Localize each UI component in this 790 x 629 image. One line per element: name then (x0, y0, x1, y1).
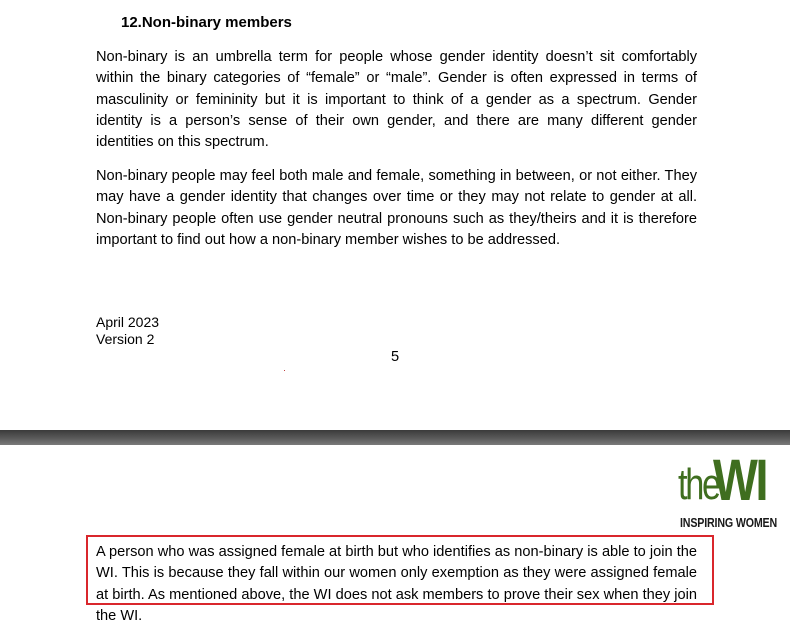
page-separator (0, 430, 790, 445)
page-number: 5 (391, 349, 400, 365)
document-footer (96, 314, 159, 348)
logo-wordmark (678, 448, 782, 514)
body-paragraph: Non-binary is an umbrella term for people whose gender identity doesn’t sit comfortably within the binary categories of “female” or “male”. Gender is often expressed in terms of masculinity or femininity but it is important to think of a gender as a spectrum. Gender identity is a person’s sense of their own gender, and there are many different gender identities on this spectrum. (96, 49, 697, 151)
logo-tagline: INSPIRING WOMEN (680, 515, 778, 530)
highlight-box (86, 535, 714, 605)
logo-wi-text: WI (713, 448, 767, 513)
body-paragraph-next-page: A person who was assigned female at birth but who identifies as non-binary is able to join the WI. This is because they fall within our women only exemption as they were assigned female at birth. As mentioned above, the WI does not ask members to prove their sex when they join the WI. (96, 544, 697, 624)
footer-date: April 2023 (96, 314, 160, 330)
body-paragraph: Non-binary people may feel both male and female, something in between, or not either. They may have a gender identity that changes over time or they may not relate to gender at all. Non-binary people often use gender neutral pronouns such as they/theirs and it is therefore important to find out how a non-binary member wishes to be addressed. (96, 168, 697, 248)
stray-mark (284, 370, 285, 371)
section-heading: 12.Non-binary members (121, 14, 292, 31)
logo-the-text: the (678, 460, 719, 509)
footer-version: Version 2 (96, 331, 155, 347)
wi-logo (678, 448, 782, 532)
